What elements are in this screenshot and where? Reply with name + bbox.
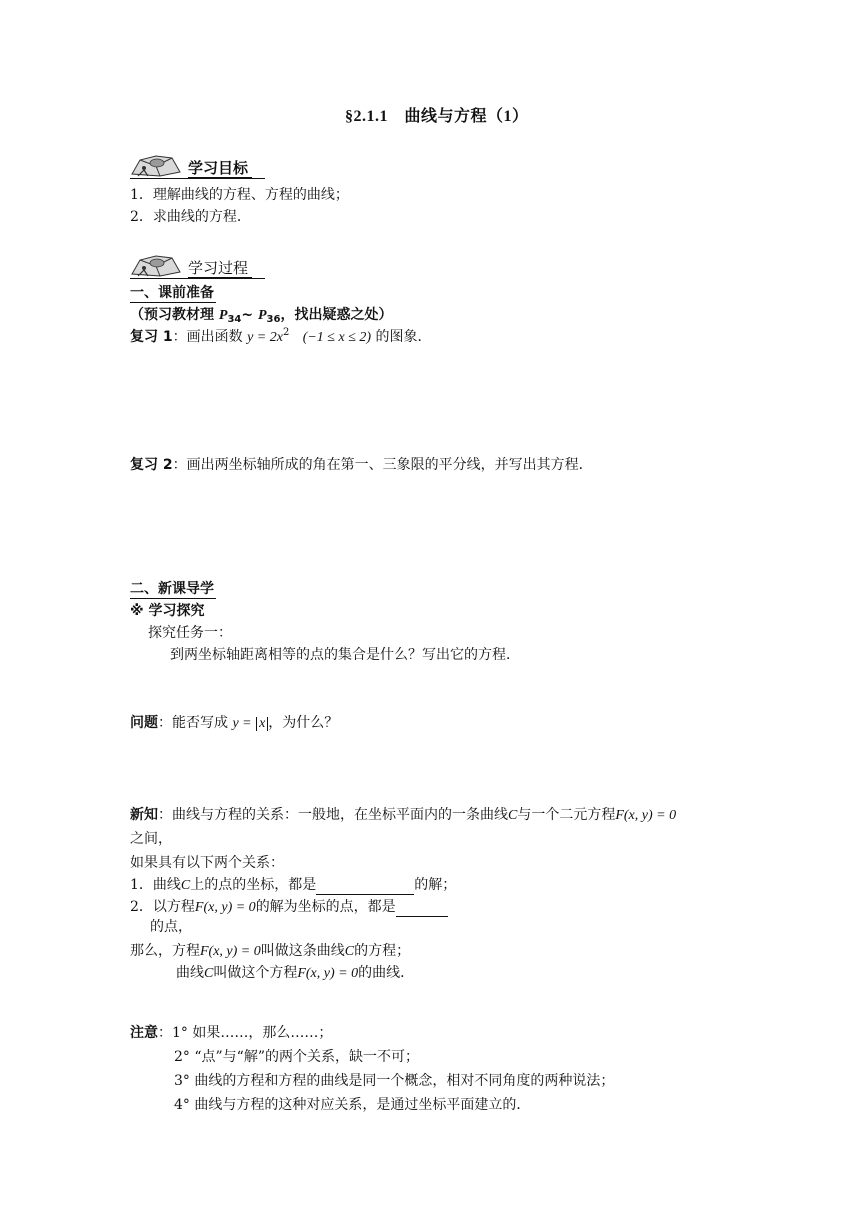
preview-note: （预习教材理 $P_{34}\sim$ $P_{36}$，找出疑惑之处）	[130, 307, 393, 325]
section-process-heading: 学习过程	[188, 259, 252, 278]
page-title: §2.1.1 曲线与方程（1）	[345, 108, 529, 125]
section-goals-header	[130, 152, 252, 178]
conclusion-1: 那么，方程F(x, y) = 0叫做这条曲线C的方程；	[130, 943, 411, 959]
conclusion-2: 曲线C叫做这个方程F(x, y) = 0的曲线．	[176, 965, 415, 981]
question: 问题：能否写成 y = x ，为什么？	[130, 715, 339, 731]
book-icon	[130, 152, 182, 178]
section-goals-heading: 学习目标	[188, 159, 252, 178]
section-process-underline	[130, 278, 265, 279]
relation-item-2: 2．以方程F(x, y) = 0的解为坐标的点，都是	[130, 898, 448, 917]
task-text: 到两坐标轴距离相等的点的集合是什么？写出它的方程．	[170, 647, 520, 663]
goal-item-2: 2．求曲线的方程．	[130, 209, 251, 225]
relation-item-1: 1．曲线C上的点的坐标，都是 的解；	[130, 877, 457, 893]
task-label: 探究任务一：	[148, 625, 232, 641]
review-2: 复习 2：画出两坐标轴所成的角在第一、三象限的平分线，并写出其方程．	[130, 457, 593, 473]
note-item-4: 4° 曲线与方程的这种对应关系，是通过坐标平面建立的．	[174, 1097, 531, 1113]
fill-blank-1[interactable]	[316, 880, 414, 895]
new-knowledge-line2: 之间，	[130, 831, 172, 847]
section-process-header	[130, 252, 252, 278]
new-knowledge-line1: 新知：曲线与方程的关系：一般地，在坐标平面内的一条曲线C与一个二元方程F(x, y) = 0	[130, 807, 677, 823]
part1-heading: 一、课前准备	[130, 285, 214, 301]
new-knowledge-line3: 如果具有以下两个关系：	[130, 855, 284, 871]
note-item-1: 注意：1° 如果……，那么……；	[130, 1025, 333, 1041]
abs-value: x	[256, 717, 268, 731]
goal-item-1: 1．理解曲线的方程、方程的曲线；	[130, 187, 349, 203]
explore-heading: ※ 学习探究	[130, 603, 205, 619]
note-item-2: 2° “点”与“解”的两个关系，缺一不可；	[174, 1049, 419, 1065]
review1-formula: y = 2x	[247, 330, 283, 345]
part2-heading: 二、新课导学	[130, 581, 214, 597]
fill-blank-2[interactable]	[396, 902, 448, 917]
review-1: 复习 1：画出函数 $y = 2x^2$ (−1 ≤ x ≤ 2) 的图象．	[130, 327, 432, 345]
book-icon	[130, 252, 182, 278]
note-item-3: 3° 曲线的方程和方程的曲线是同一个概念，相对不同角度的两种说法；	[174, 1073, 615, 1089]
relation-item-2-cont: 的点，	[150, 919, 192, 935]
section-goals-underline	[130, 178, 265, 179]
